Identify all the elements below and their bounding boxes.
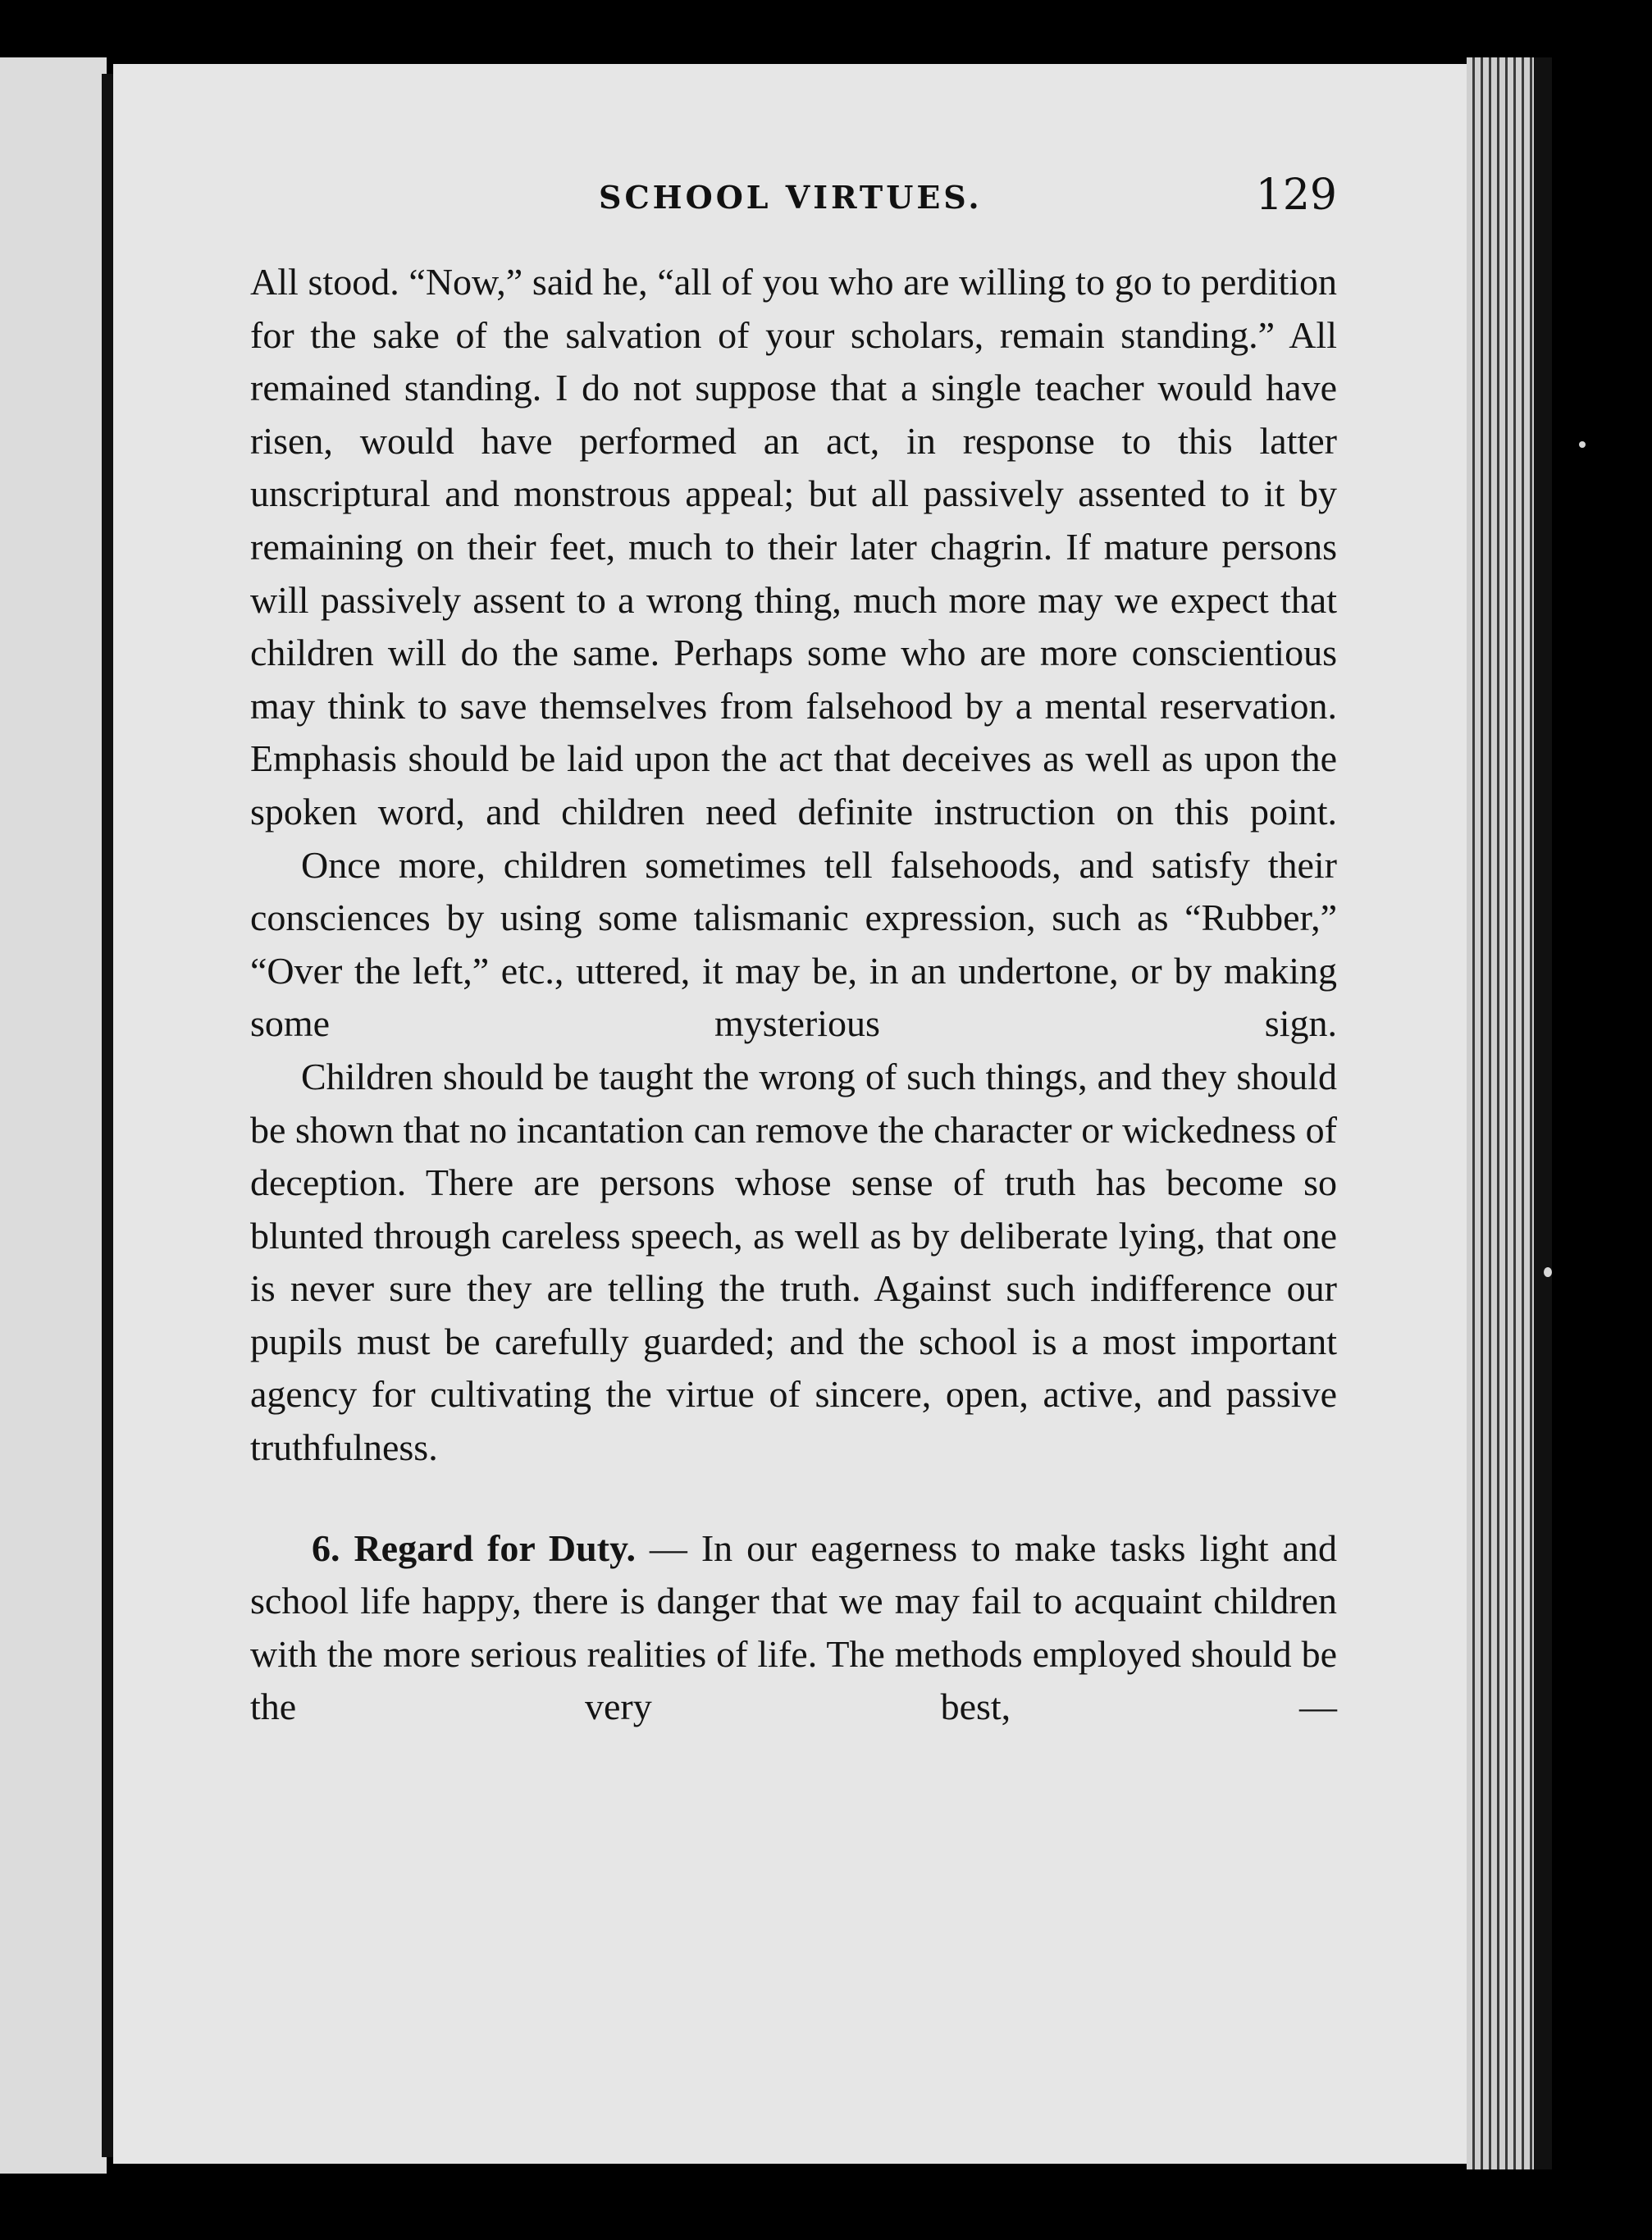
- facing-page-edge: [0, 57, 107, 2174]
- page-header: [599, 171, 1337, 228]
- page-number: 129: [1255, 171, 1337, 220]
- section-heading: 6. Regard for Duty.: [312, 1526, 636, 1569]
- cover-edge: [1534, 57, 1552, 2169]
- body-text: [250, 256, 1337, 1734]
- gutter-shadow: [102, 74, 113, 2157]
- section-text: In our eagerness to make tasks light and school life happy, there is danger that we may fail to acquaint children with the more serious realities of life. The methods employed should be the very best, —: [250, 1526, 1338, 1728]
- scan-speck: [1579, 441, 1586, 448]
- paragraph: Children should be taught the wrong of such things, and they should be shown that no incantation can remove the character or wickedness of deception. There are persons whose sense of truth has become so blunted through careless speech, as well as by deliberate lying, that one is never sure they are telling the truth. Against such indifference our pupils must be carefully guarded; and the school is a most important agency for cultivating the virtue of sincere, open, active, and passive truthfulness.: [250, 1055, 1337, 1469]
- paragraph: Once more, children sometimes tell falsehoods, and satisfy their consciences by using some talismanic expression, such as “Rubber,” “Over the left,” etc., uttered, it may be, in an undertone, or by making some mysterious sign.: [250, 843, 1337, 1045]
- scan-speck: [1544, 1267, 1552, 1277]
- section-dash: —: [635, 1526, 701, 1569]
- running-head: SCHOOL VIRTUES.: [599, 179, 983, 216]
- paragraph: All stood. “Now,” said he, “all of you who are willing to go to perdition for the sake of the salvation of your scholars, remain standing.” All remained standing. I do not suppose that a single teacher would have risen, would have performed an act, in response to this latter unscriptural and monstrous appeal; but all passively assented to it by remaining on their feet, much to their later chagrin. If mature persons will passively assent to a wrong thing, much more may we expect that children will do the same. Perhaps some who are more conscientious may think to save themselves from falsehood by a mental reservation. Emphasis should be laid upon the act that deceives as well as upon the spoken word, and children need definite instruction on this point.: [250, 261, 1337, 833]
- section-paragraph: [250, 1522, 1337, 1734]
